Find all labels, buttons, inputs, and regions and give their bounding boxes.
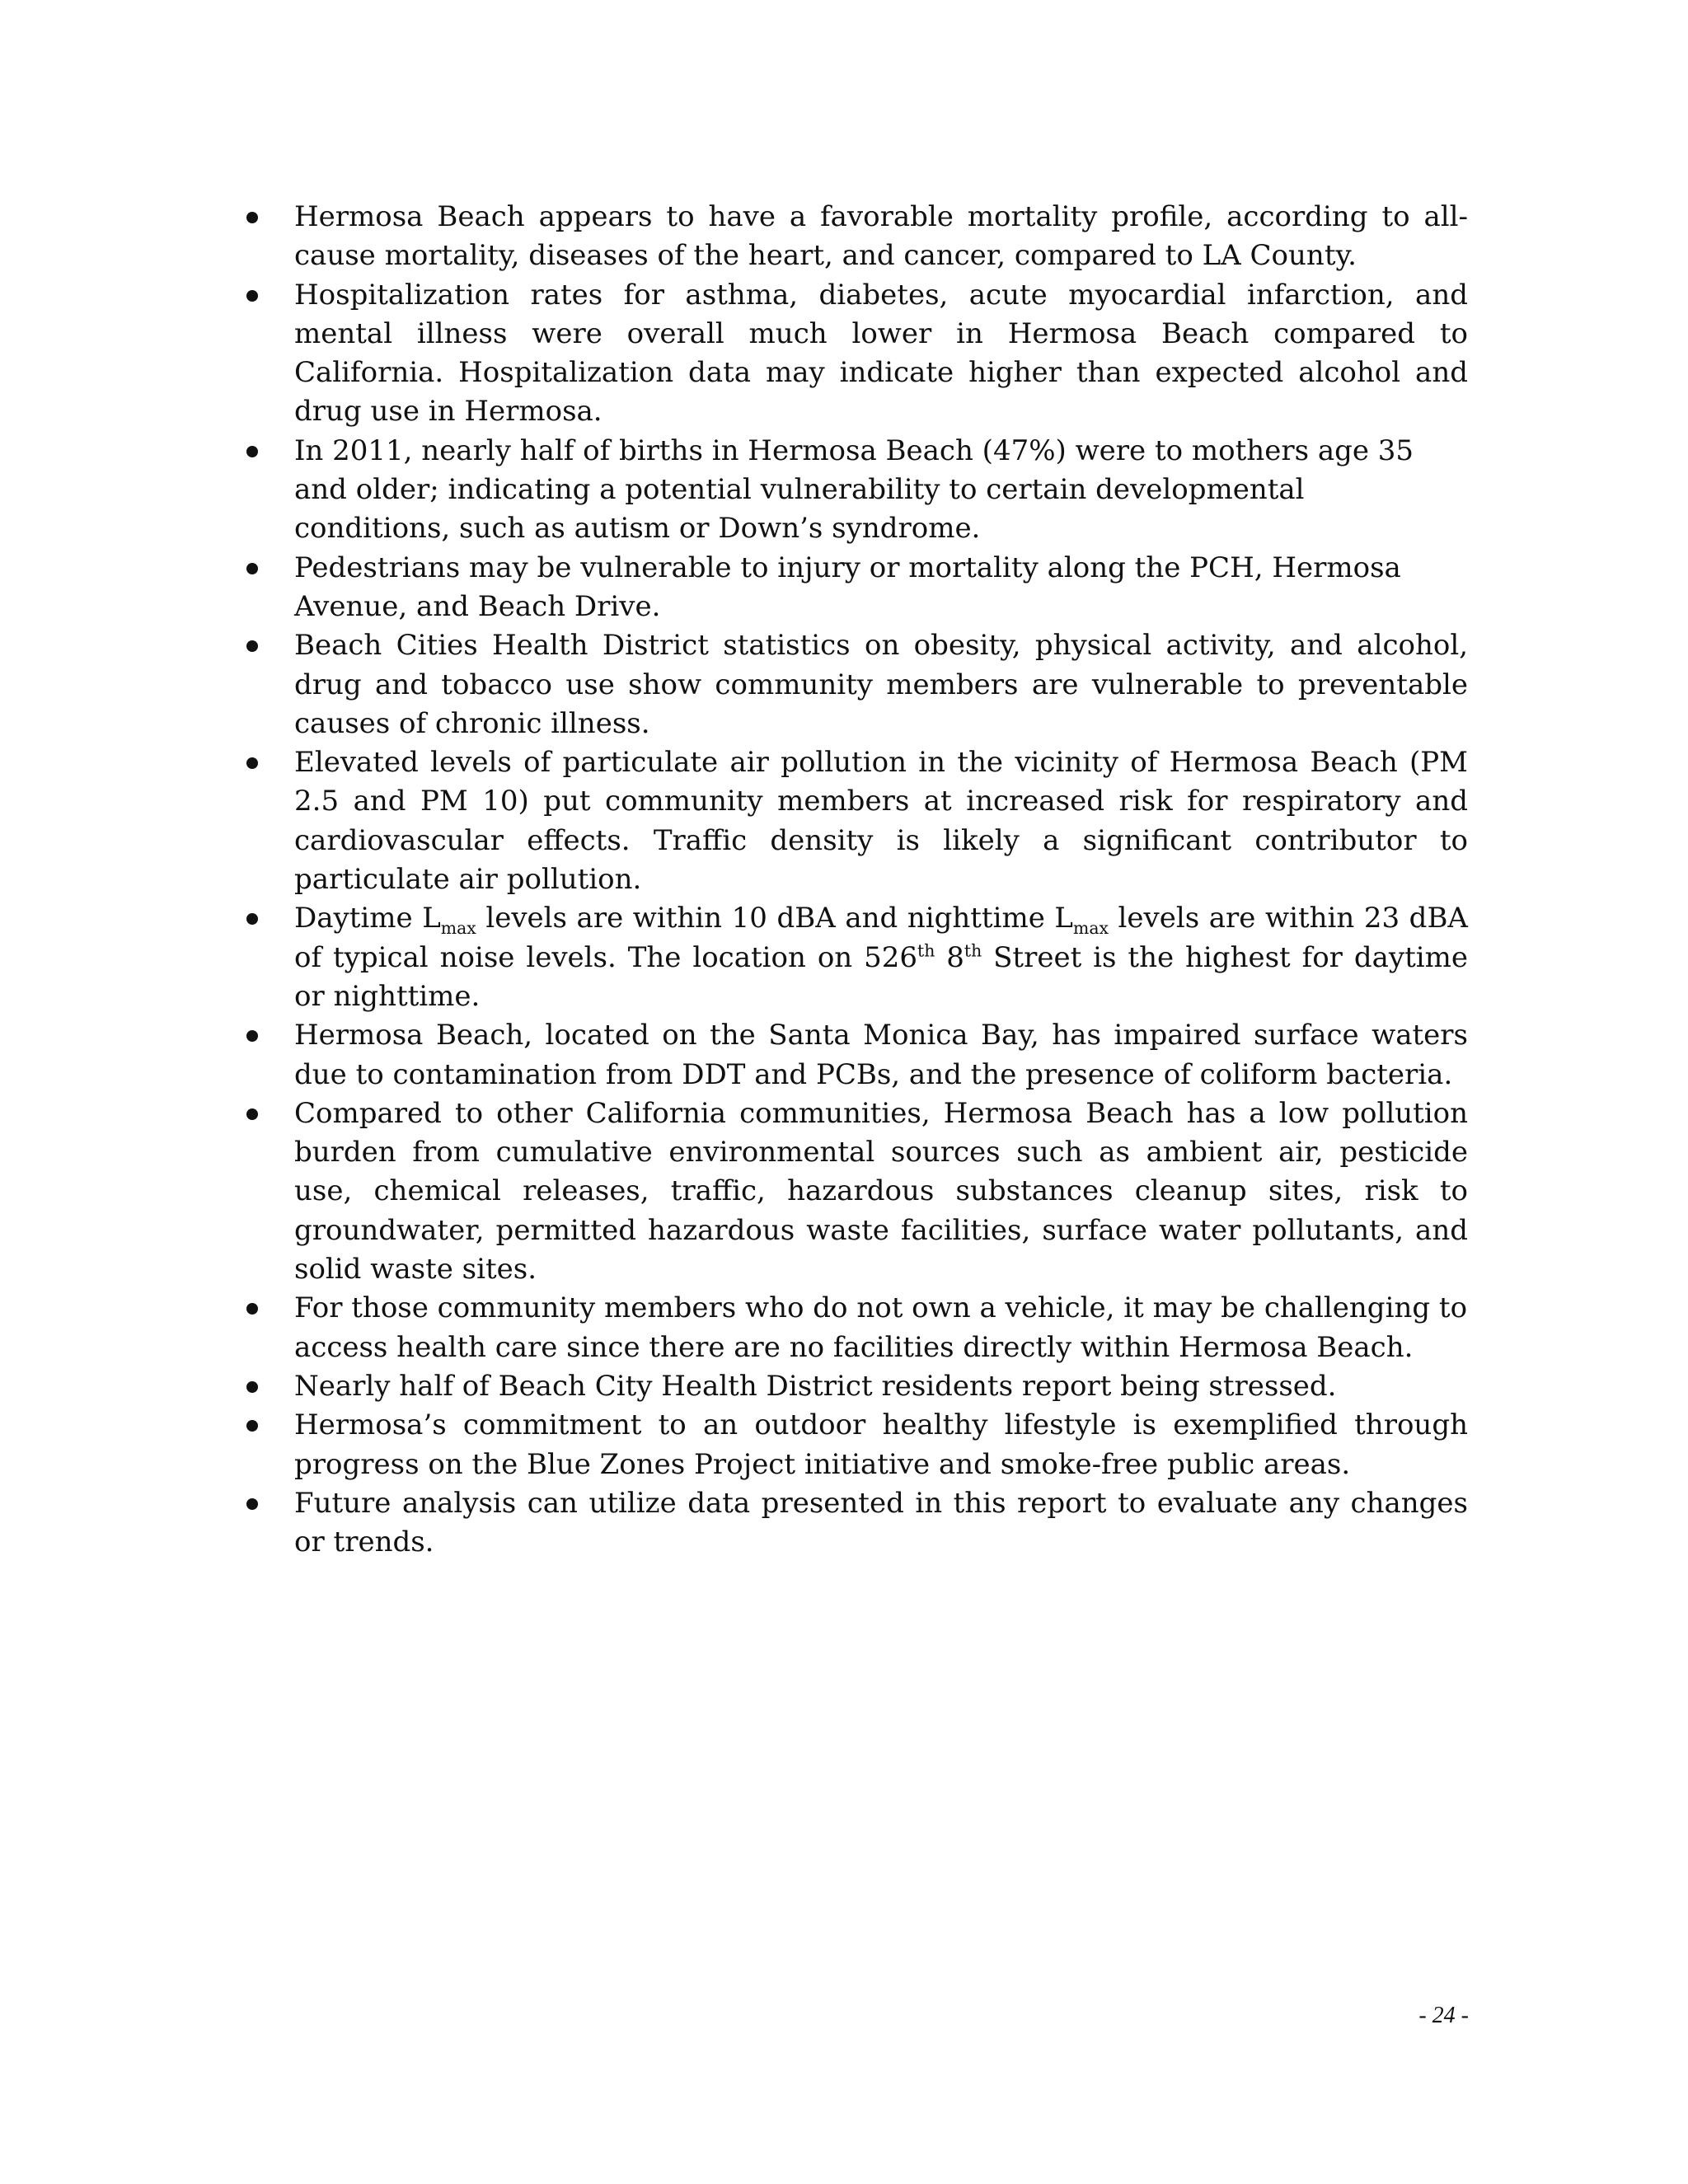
bullet-icon [246,913,258,925]
list-item [245,899,1468,1016]
bullet-icon [246,757,258,769]
bullet-icon [246,1381,258,1393]
bullet-icon [246,1420,258,1432]
list-item [245,743,1468,899]
bullet-text: Beach Cities Health District statistics on obesity, physical activity, and alcohol, drug and tobacco use show community members are vulnerable to preventable causes of chronic illness. [294,629,1468,740]
lmax-subscript: max [440,918,476,939]
bullet-icon [246,1498,258,1510]
bullet-text: Hermosa Beach appears to have a favorable mortality profile, according to all-cause mortality, diseases of the heart, and cancer, compared to LA County. [294,200,1468,273]
bullet-icon [246,212,258,223]
bullet-text: For those community members who do not own a vehicle, it may be challenging to access health care since there are no facilities directly within Hermosa Beach. [294,1291,1468,1364]
findings-bullet-list [245,198,1468,1562]
list-item [245,1016,1468,1094]
bullet-icon [246,1303,258,1315]
bullet-text: Hermosa Beach, located on the Santa Monica Bay, has impaired surface waters due to contamination from DDT and PCBs, and the presence of coliform bacteria. [294,1019,1468,1091]
bullet-icon [246,1108,258,1120]
noise-text-part-5: Street is the highest for daytime or nighttime. [294,940,1468,1013]
noise-text-part-4: 8 [935,940,964,974]
list-item [245,1289,1468,1367]
noise-text-part-3: levels are within 23 dBA of typical noise levels. The location on 526 [294,902,1468,974]
bullet-text: Hermosa’s commitment to an outdoor healthy lifestyle is exemplified through progress on the Blue Zones Project initiative and smoke-free public areas. [294,1408,1468,1481]
list-item [245,549,1468,627]
list-item [245,276,1468,432]
ordinal-superscript: th [964,940,982,961]
bullet-text: Future analysis can utilize data presented in this report to evaluate any changes or trends. [294,1486,1468,1559]
bullet-text: Compared to other California communities, Hermosa Beach has a low pollution burden from cumulative environmental sources such as ambient air, pesticide use, chemical releases, traffic, hazardous substances cleanup sites, risk to groundwater, permitted hazardous waste facilities, surface water pollutants, and solid waste sites. [294,1096,1468,1286]
list-item [245,198,1468,276]
list-item [245,432,1468,549]
list-item [245,1484,1468,1563]
bullet-icon [246,446,258,457]
bullet-icon [246,290,258,302]
bullet-icon [246,1030,258,1042]
bullet-text: Hospitalization rates for asthma, diabetes, acute myocardial infarction, and mental illness were overall much lower in Hermosa Beach compared to California. Hospitalization data may indicate higher than expected alcohol and drug use in Hermosa. [294,278,1468,429]
page-number: - 24 - [1418,2003,1469,2028]
list-item [245,1094,1468,1289]
bullet-text: Nearly half of Beach City Health District residents report being stressed. [294,1369,1337,1403]
bullet-icon [246,563,258,574]
bullet-text: In 2011, nearly half of births in Hermosa Beach (47%) were to mothers age 35 and older; indicating a potential vulnerability to certain developmental conditions, such as autism or Down’s syndrome. [294,434,1414,546]
ordinal-superscript: th [917,940,935,961]
bullet-icon [246,640,258,652]
list-item [245,1367,1468,1406]
lmax-subscript: max [1072,918,1109,939]
noise-text-part-1: Daytime L [294,902,441,935]
bullet-text: Elevated levels of particulate air pollution in the vicinity of Hermosa Beach (PM 2.5 and PM 10) put community members at increased risk for respiratory and cardiovascular effects. Traffic density is likely a significant contributor to particulate air pollution. [294,746,1468,897]
list-item [245,1406,1468,1484]
list-item [245,626,1468,743]
bullet-text: Pedestrians may be vulnerable to injury or mortality along the PCH, Hermosa Avenue, and Beach Drive. [294,551,1401,623]
bullet-text [294,899,1468,1016]
noise-text-part-2: levels are within 10 dBA and nighttime L [476,902,1073,935]
